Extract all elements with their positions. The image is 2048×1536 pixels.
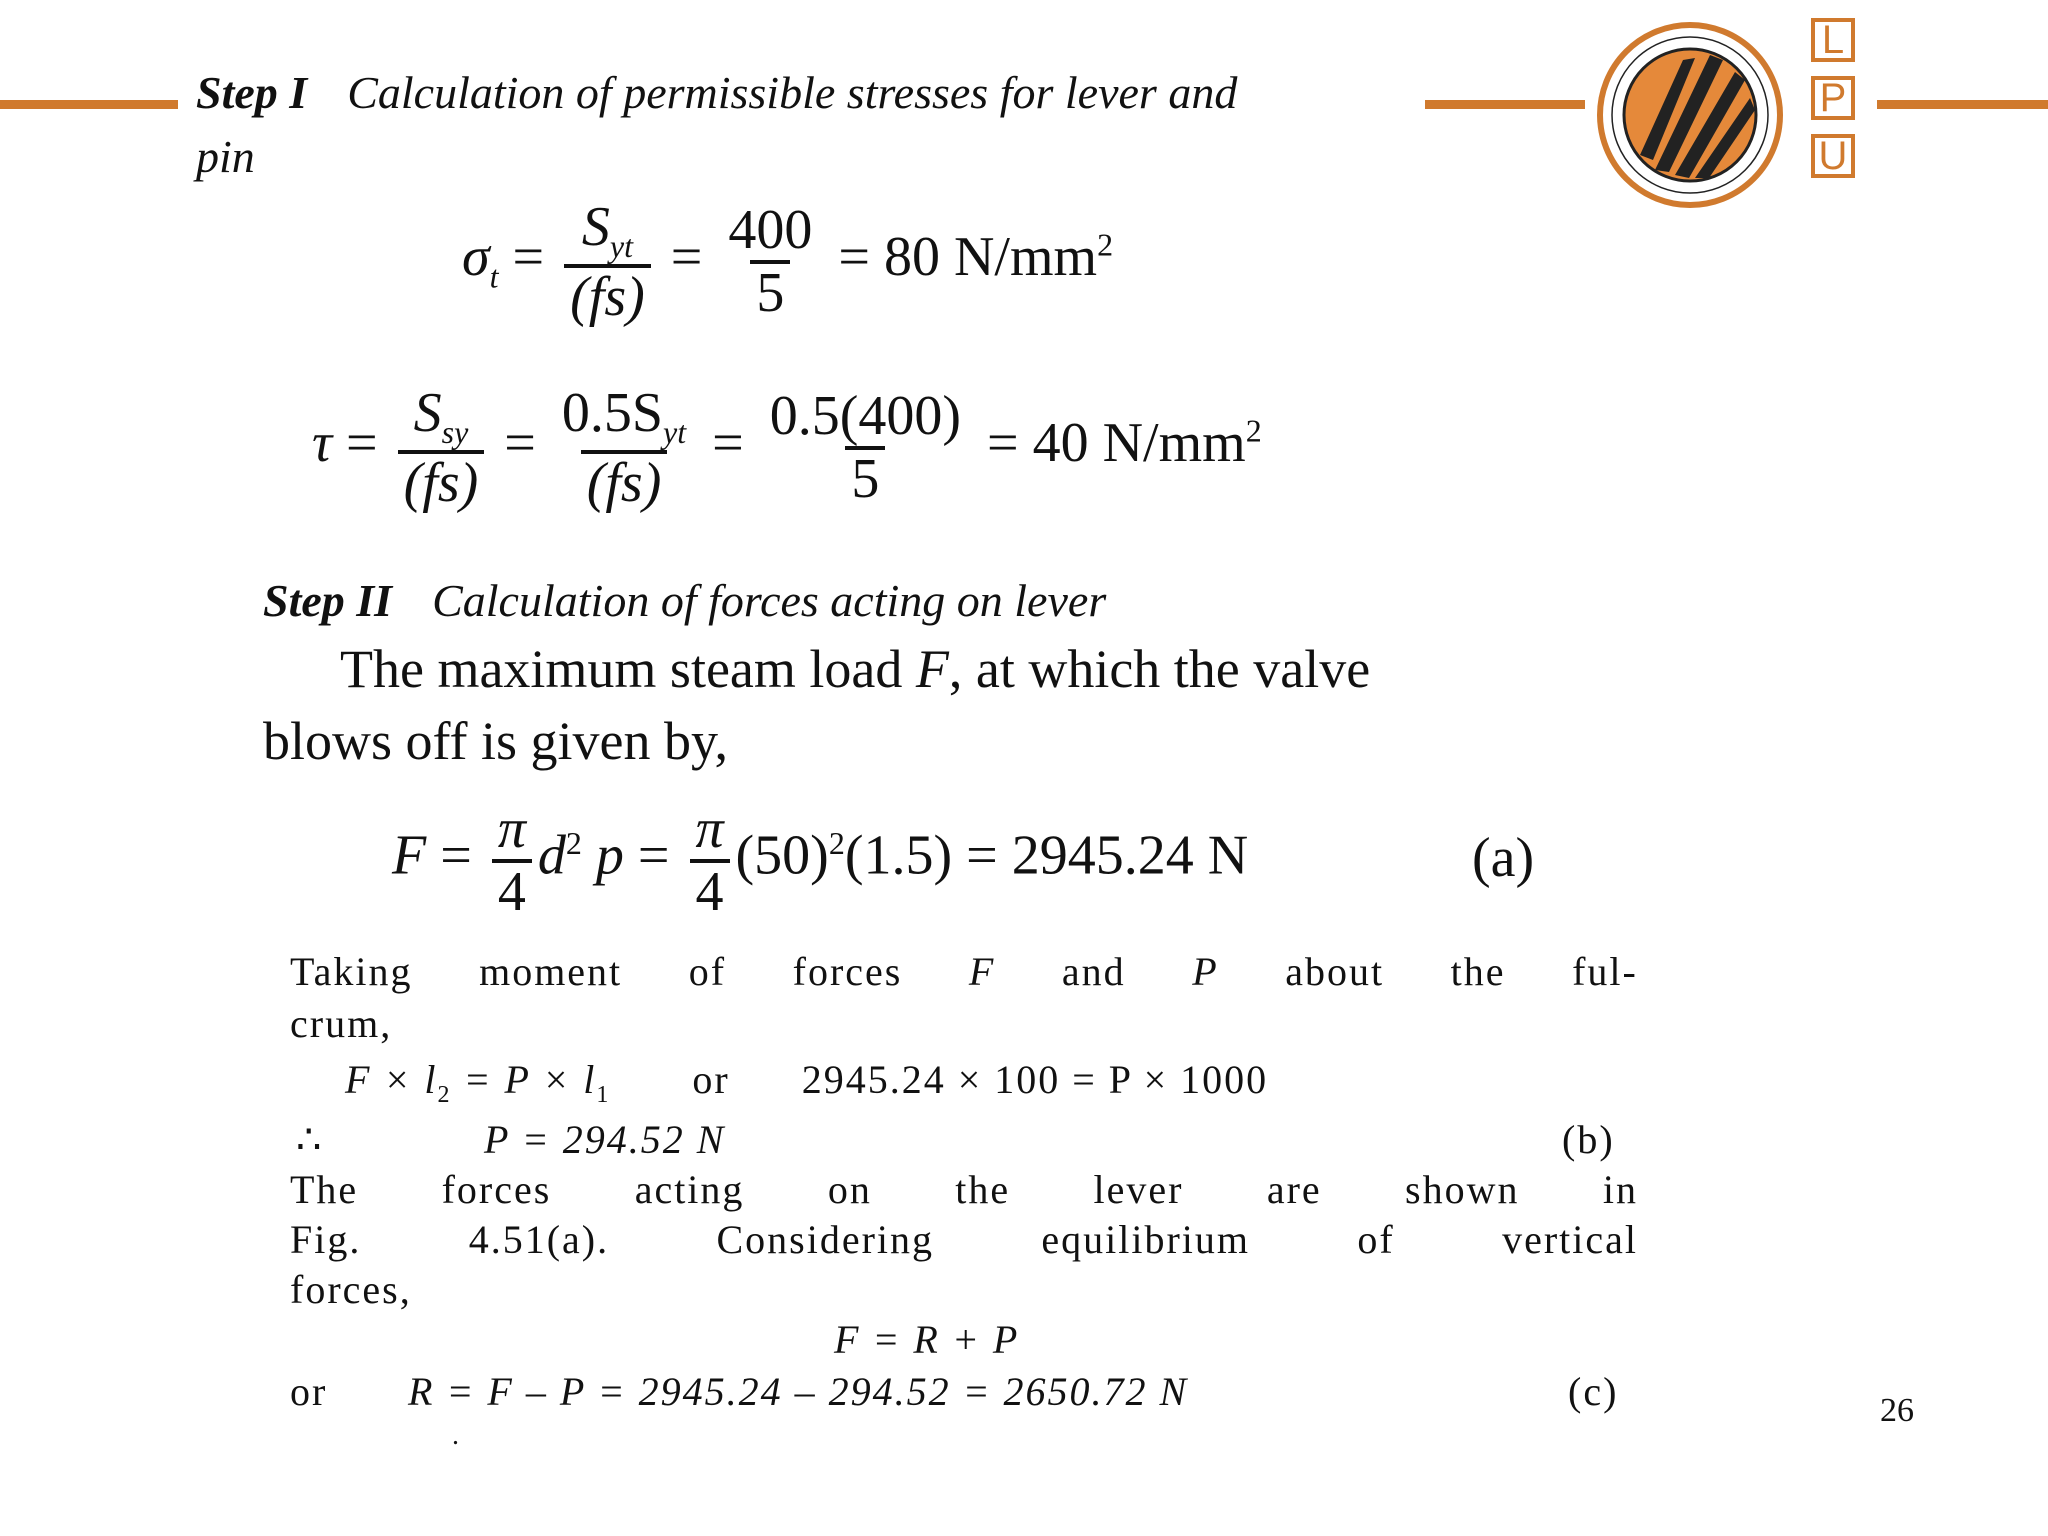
eq3-d-sup: 2 bbox=[565, 825, 582, 861]
eq3-four-1: 4 bbox=[492, 859, 532, 922]
eqA-left-sub: 2 bbox=[437, 1082, 452, 1108]
body2-l3-w8: shown bbox=[1405, 1167, 1520, 1212]
eq2-frac1-num-sub: sy bbox=[441, 414, 469, 451]
body2-eqD: R = F – P = 2945.24 – 294.52 = 2650.72 N bbox=[408, 1369, 1189, 1414]
body2-therefore: ∴ bbox=[296, 1117, 324, 1162]
step2-line1-part-a: The maximum steam load bbox=[340, 639, 916, 699]
eq3-pi-2: π bbox=[695, 798, 724, 860]
body2-l3-w9: in bbox=[1602, 1167, 1638, 1212]
lpu-letter-l-text: L bbox=[1821, 17, 1845, 62]
eq3-fraction-1 bbox=[492, 800, 532, 922]
page-number: 26 bbox=[1880, 1392, 1914, 1429]
body2-l4-w5: of bbox=[1357, 1217, 1395, 1262]
body2-l3-w6: lever bbox=[1093, 1167, 1184, 1212]
step2-line1-var: F bbox=[915, 639, 949, 699]
eq1-result: = 80 N/mm bbox=[838, 226, 1098, 289]
step2-heading bbox=[263, 574, 1106, 627]
body2-l3-w1: The bbox=[290, 1167, 359, 1212]
university-seal-icon bbox=[1595, 20, 1785, 210]
body2-l4-w4: equilibrium bbox=[1041, 1217, 1251, 1262]
body2-l4-w1: Fig. bbox=[290, 1217, 362, 1262]
body2-l3-w7: are bbox=[1266, 1167, 1322, 1212]
eq3-lhs: F bbox=[392, 824, 427, 887]
body2-line2: crum, bbox=[290, 1001, 393, 1046]
eq2-frac3-num: 0.5(400) bbox=[769, 385, 962, 448]
step2-line1-part-b: , at which the valve bbox=[948, 639, 1371, 699]
eq2-lhs: τ bbox=[312, 412, 333, 475]
step2-title: Calculation of forces acting on lever bbox=[432, 575, 1107, 626]
step1-title-line2: pin bbox=[196, 131, 255, 182]
eq3-tag: (a) bbox=[1472, 827, 1535, 889]
university-logo bbox=[1595, 20, 1785, 210]
eq3-four-2: 4 bbox=[690, 859, 730, 922]
eqA-right: 2945.24 × 100 = P × 1000 bbox=[801, 1057, 1269, 1102]
body2-l1-w1: Taking bbox=[290, 949, 413, 994]
eq2-frac2-den: (fs) bbox=[581, 450, 668, 513]
eq2-result-sup: 2 bbox=[1245, 412, 1262, 449]
eq2-fraction-3 bbox=[764, 387, 967, 509]
body2-l3-w3: acting bbox=[634, 1167, 745, 1212]
eqA-mid: = P × l bbox=[451, 1057, 597, 1102]
eq3-d: d bbox=[537, 824, 566, 887]
eq3-rest: (1.5) = 2945.24 N bbox=[844, 824, 1249, 887]
eq2-frac1-num: S bbox=[413, 382, 442, 444]
header-rule-right bbox=[1877, 100, 2048, 109]
equation-sigma-t: $\sigma_t$ = $\frac{S_{yt}}{(fs)}$ = $\frac{400}{5}$ = 80 $N/mm^2$ bbox=[462, 196, 1114, 328]
equation-force: F = $\frac{\pi}{4}$ $d^2$ p = $\frac{\pi}{4}$ $(50)^2(1.5) = 2945.24$ N bbox=[392, 798, 1249, 923]
body2-l3-w2: forces bbox=[441, 1167, 552, 1212]
body2-l3-w4: on bbox=[827, 1167, 872, 1212]
lpu-letter-p-text: P bbox=[1819, 75, 1847, 120]
body2-line3 bbox=[290, 1166, 1638, 1213]
eq2-fraction-2 bbox=[556, 384, 692, 513]
stray-dot: . bbox=[452, 1420, 459, 1451]
lpu-letter-p bbox=[1811, 76, 1855, 120]
body2-eqB-tag: (b) bbox=[1562, 1117, 1615, 1162]
header-rule-middle bbox=[1425, 100, 1585, 109]
eq1-frac1-den: (fs) bbox=[564, 264, 651, 327]
eq1-lhs: σ bbox=[462, 226, 490, 289]
eq1-frac2-den: 5 bbox=[750, 260, 790, 323]
eq3-val-sup: 2 bbox=[828, 825, 845, 861]
body2-line4 bbox=[290, 1216, 1638, 1263]
eq2-frac2-num-sub: yt bbox=[663, 414, 687, 451]
body2-l1-w2: moment bbox=[479, 949, 623, 994]
eq1-fraction-2 bbox=[722, 201, 818, 323]
body2-eqC: F = R + P bbox=[834, 1317, 1020, 1362]
lpu-letter-l bbox=[1811, 18, 1855, 62]
eq1-fraction-1 bbox=[564, 198, 651, 327]
body2-l1-w9: the bbox=[1450, 949, 1506, 994]
eq1-frac1-num-sub: yt bbox=[609, 228, 633, 265]
eq2-frac2-num: 0.5S bbox=[561, 382, 664, 444]
step2-label: Step II bbox=[263, 575, 393, 626]
body2-l1-w8: about bbox=[1285, 949, 1385, 994]
body2-l1-w10: ful- bbox=[1572, 949, 1638, 994]
eq2-fraction-1 bbox=[398, 384, 485, 513]
body2-l1-w5: F bbox=[968, 949, 996, 994]
eq3-pi-1: π bbox=[497, 798, 526, 860]
body2-l1-w3: of bbox=[688, 949, 727, 994]
step2-paragraph-line2: blows off is given by, bbox=[263, 711, 728, 771]
step1-label: Step I bbox=[196, 67, 308, 118]
body2-line1 bbox=[290, 948, 1638, 995]
body2-l4-w2: 4.51(a). bbox=[468, 1217, 610, 1262]
body2-l1-w4: forces bbox=[792, 949, 903, 994]
body2-eqD-or: or bbox=[290, 1369, 328, 1414]
eq3-p: p bbox=[595, 824, 624, 887]
body2-l3-w5: the bbox=[955, 1167, 1011, 1212]
eq1-frac1-num: S bbox=[581, 196, 610, 258]
eq1-frac2-num: 400 bbox=[728, 199, 813, 262]
body2-l4-w3: Considering bbox=[716, 1217, 935, 1262]
eq2-result: = 40 N/mm bbox=[987, 412, 1246, 475]
step1-title: Calculation of permissible stresses for lever and bbox=[347, 67, 1238, 118]
body2-eqA bbox=[345, 1056, 1585, 1109]
lpu-letter-u-text: U bbox=[1818, 133, 1848, 178]
body2-l1-w7: P bbox=[1192, 949, 1219, 994]
body2-line5: forces, bbox=[290, 1267, 412, 1312]
body2-eqB: P = 294.52 N bbox=[484, 1117, 726, 1162]
eq1-result-sup: 2 bbox=[1097, 226, 1114, 263]
eq3-fraction-2 bbox=[689, 800, 729, 922]
body2-l1-w6: and bbox=[1061, 949, 1126, 994]
eqA-left: F × l bbox=[345, 1057, 438, 1102]
body2-l4-w6: vertical bbox=[1502, 1217, 1638, 1262]
eq1-lhs-sub: t bbox=[489, 258, 499, 295]
lpu-letter-u bbox=[1811, 134, 1855, 178]
body2-eqD-tag: (c) bbox=[1568, 1369, 1619, 1414]
header-rule-left bbox=[0, 100, 178, 109]
eq2-frac1-den: (fs) bbox=[398, 450, 485, 513]
eqA-or: or bbox=[692, 1057, 730, 1102]
step2-paragraph-line1 bbox=[340, 638, 1370, 700]
eq3-val: (50) bbox=[735, 824, 829, 887]
step1-heading bbox=[196, 66, 1237, 119]
equation-tau: τ = $\frac{S_{sy}}{(fs)}$ = $\frac{0.5S_{yt}}{(fs)}$ = $\frac{0.5(400)}{5}$ = 40 $N/mm^2$ bbox=[312, 382, 1262, 514]
eq2-frac3-den: 5 bbox=[845, 446, 885, 509]
eqA-mid-sub: 1 bbox=[596, 1082, 611, 1108]
